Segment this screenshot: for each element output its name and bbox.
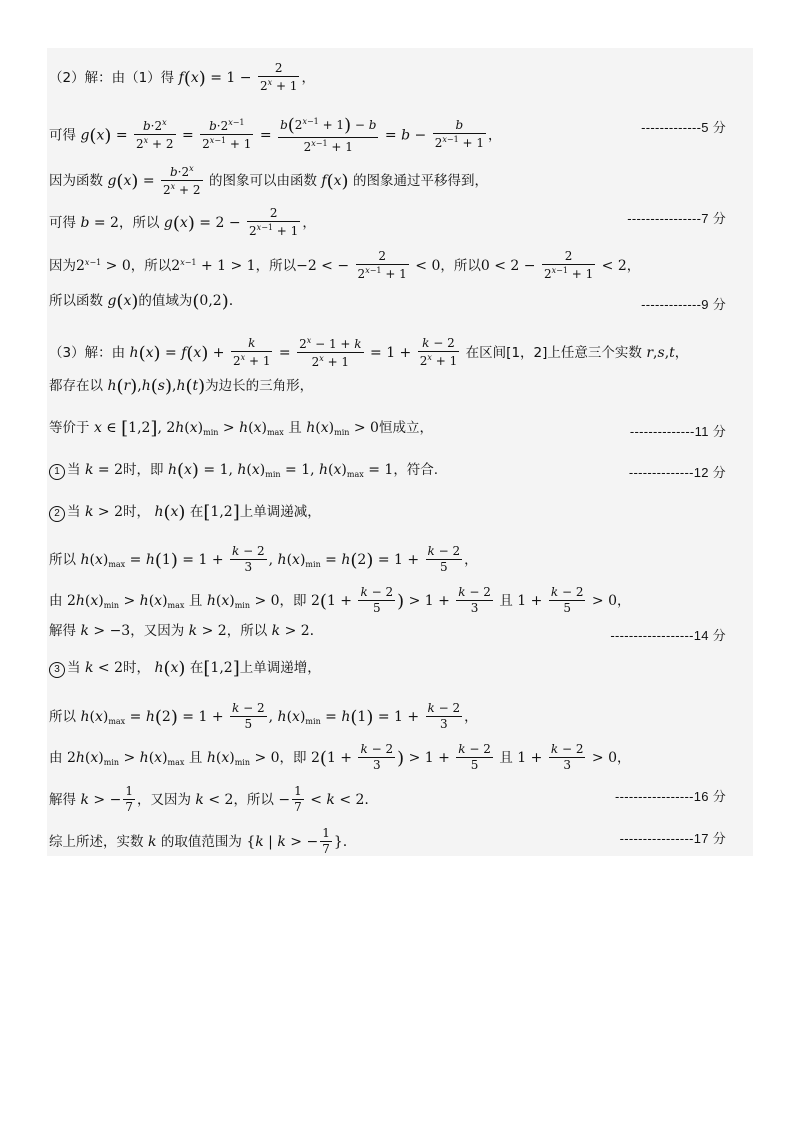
circled-number-2: 2	[49, 506, 65, 522]
text: 所以函数	[49, 293, 103, 309]
text: 所以	[49, 551, 76, 568]
circled-number-3: 3	[49, 662, 65, 678]
line-5: 因为$2^{x-1} > 0$，所以$2^{x-1} + 1 > 1$，所以−2 < − $\frac{2}{2^{x-1} + 1}$ < 0，所以0 < 2 − $\frac{2}{2^{x-1} + 1}$ < 2，	[49, 249, 641, 281]
line-8: 都存在以 h(r),h(s),h(t)为边长的三角形，	[49, 376, 314, 397]
text: 都存在以	[49, 378, 103, 394]
line-13: 由 $2h(x)_{min} > h(x)_{max}$ 且 $h(x)_{min} > 0$，即 2(1 + $\frac{k - 2}{5}$ ) > 1 + $\frac{k - 2}{3}$ 且 1 + $\frac{k - 2}{5}$ > 0，	[49, 585, 631, 615]
line-9: 等价于 x ∈ [1,2], $2h(x)_{min} > h(x)_{max}$ 且 $h(x)_{min} > 0$恒成立，	[49, 418, 433, 439]
text: ，所以	[130, 257, 172, 274]
text: 时，即	[122, 462, 164, 478]
score-9: -------------9 分	[641, 297, 726, 312]
line-17: 由 $2h(x)_{min} > h(x)_{max}$ 且 $h(x)_{min} > 0$，即 2(1 + $\frac{k - 2}{3}$ ) > 1 + $\frac{k - 2}{5}$ 且 1 + $\frac{k - 2}{3}$ > 0，	[49, 742, 631, 772]
score-5: -------------5 分	[641, 120, 726, 135]
text: 因为函数	[49, 172, 103, 189]
line-10: 1 当 k = 2时，即 h(x) = 1, $h(x)_{min} = 1$, $h(x)_{max} = 1$，符合.	[49, 462, 438, 480]
text: （2）解：由（1）得	[49, 69, 175, 86]
line-19: 综上所述，实数 k 的取值范围为 {k | k > − $\frac{1}{7}$ }.	[49, 826, 348, 856]
text: 的取值范围为	[160, 833, 242, 850]
text: 为边长的三角形，	[205, 378, 314, 394]
text: 等价于	[49, 420, 90, 436]
line-2: 可得 g(x) = $\frac{b\cdot 2^x}{2^x + 2}$ = $\frac{b\cdot 2^{x-1}}{2^{x-1} + 1}$ = $\frac{b(2^{x-1} + 1) - b}{2^{x-1} + 1}$ = b − $\frac{b}{2^{x-1} + 1}$ ，	[49, 115, 502, 154]
score-17: ----------------17 分	[619, 831, 726, 846]
text: ，符合.	[393, 462, 439, 478]
line-12: 所以 $h(x)_{max} = h(1) = 1$ + $\frac{k - 2}{3}$ , $h(x)_{min} = h(2) = 1$ + $\frac{k - 2}{5}$ ，	[49, 544, 478, 574]
line-18: 解得 k > − $\frac{1}{7}$ ，又因为 k < 2，所以 − $\frac{1}{7}$ < k < 2.	[49, 784, 369, 814]
text: 因为	[49, 257, 76, 274]
text: 的图象通过平移得到，	[353, 172, 489, 189]
score-12: --------------12 分	[628, 465, 726, 480]
line-6: 所以函数 g(x)的值域为(0,2).	[49, 291, 234, 312]
text: ，即	[279, 592, 307, 609]
line-15: 3 当 k < 2时， h(x) 在[1,2]上单调递增，	[49, 660, 321, 678]
line-7: （3）解：由 h(x) = f(x) + $\frac{k}{2^x + 1}$ = $\frac{2^x - 1 + k}{2^x + 1}$ = 1 + $\frac{k - 2}{2^x + 1}$ 在区间[1，2]上任意三个实数 r,s,t，	[49, 336, 689, 369]
line-11: 2 当 k > 2时， h(x) 在[1,2]上单调递减，	[49, 504, 321, 522]
text: 可得	[49, 127, 76, 144]
text: 解得	[49, 623, 76, 639]
text: 上单调递增，	[239, 660, 321, 676]
text: ，又因为	[130, 623, 185, 639]
line-1: （2）解：由（1）得 f(x) = 1 − $\frac{2}{2^x + 1}$ ，	[49, 61, 315, 93]
text: 综上所述，实数	[49, 833, 144, 850]
text: 的图象可以由函数	[208, 172, 317, 189]
score-7: ----------------7 分	[627, 211, 726, 226]
fraction: $\frac{2}{2^x + 1}$	[259, 61, 298, 93]
text: 时，	[122, 504, 150, 520]
text: ，所以	[118, 214, 160, 231]
line-16: 所以 $h(x)_{max} = h(2) = 1$ + $\frac{k - 2}{5}$ , $h(x)_{min} = h(1) = 1$ + $\frac{k - 2}{3}$ ，	[49, 701, 478, 731]
score-16: -----------------16 分	[615, 789, 726, 804]
text: 在区间[1，2]上任意三个实数	[465, 344, 642, 361]
text: 上单调递减，	[239, 504, 321, 520]
circled-number-1: 1	[49, 464, 65, 480]
text: 可得	[49, 214, 76, 231]
text: （3）解：由	[49, 344, 126, 361]
text: 由	[49, 592, 63, 609]
text: 且	[288, 420, 302, 436]
text: 的值域为	[138, 293, 193, 309]
line-4: 可得 b = 2，所以 g(x) = 2 − $\frac{2}{2^{x-1} + 1}$ ，	[49, 206, 316, 238]
text: 恒成立，	[378, 420, 433, 436]
line-3: 因为函数 g(x) = $\frac{b\cdot 2^x}{2^x + 2}$ 的图象可以由函数 f(x) 的图象通过平移得到，	[49, 164, 489, 197]
score-11: --------------11 分	[629, 424, 726, 439]
score-14: ------------------14 分	[610, 628, 726, 643]
text: 当	[67, 462, 81, 478]
line-14: 解得 k > −3，又因为 k > 2，所以 k > 2.	[49, 623, 315, 639]
text: 在	[189, 504, 204, 520]
